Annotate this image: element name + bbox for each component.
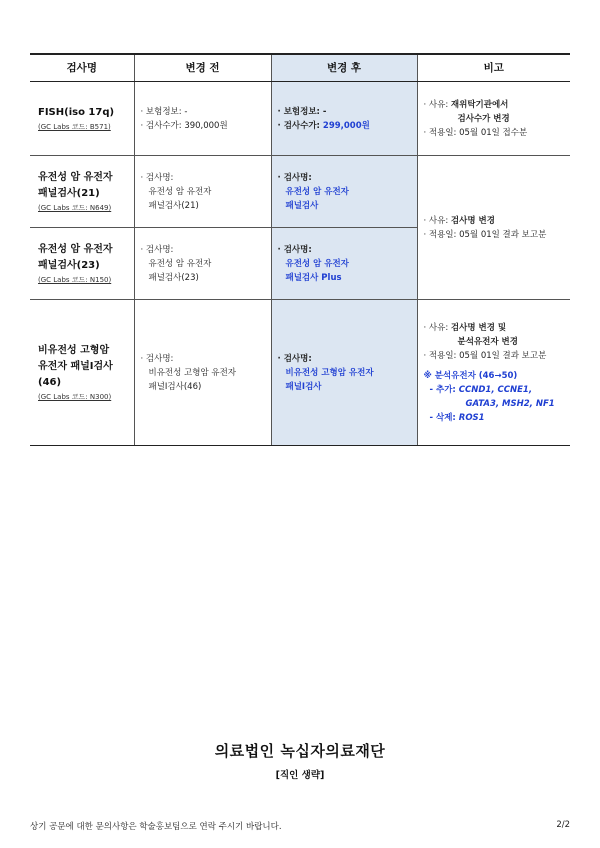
header-note: 비고 [417, 54, 570, 82]
note-reason-text: 재위탁기관에서 [450, 99, 509, 110]
after-name-line2: 패널Ⅰ검사 [285, 381, 322, 392]
cell-before [134, 156, 271, 228]
cell-test-name [30, 82, 134, 156]
test-name-line3: (46) [38, 376, 62, 388]
note-date: · 적용일: 05월 01일 결과 보고분 [423, 350, 547, 361]
test-code: (GC Labs 코드: N300) [38, 392, 112, 401]
after-name-line2: 패널검사 [285, 200, 319, 211]
test-name-line1: 비유전성 고형암 [38, 344, 110, 356]
after-label: · 검사명: [277, 353, 312, 364]
table-header-row [30, 54, 570, 82]
note-reason-text: 검사명 변경 [450, 215, 495, 226]
test-name-line2: 유전자 패널Ⅰ검사 [38, 360, 113, 372]
gene-add-list: CCND1, CCNE1, [458, 384, 533, 395]
header-test-name: 검사명 [30, 54, 134, 82]
before-name-line2: 패널검사(23) [148, 272, 199, 283]
note-reason [424, 214, 565, 228]
page-number: 2/2 [556, 820, 570, 830]
before-label: · 검사명: [140, 353, 174, 364]
cell-note [417, 300, 570, 446]
note-date: · 적용일: 05월 01일 접수분 [423, 127, 528, 138]
gene-delete-label: - 삭제: [429, 412, 459, 423]
after-label: · 검사명: [277, 244, 312, 255]
gene-add-label: - 추가: [429, 384, 459, 395]
cell-test-name [30, 228, 134, 300]
test-code: (GC Labs 코드: B571) [38, 122, 111, 131]
note-reason-label: · 사유: [423, 215, 451, 226]
header-before: 변경 전 [134, 54, 271, 82]
before-name-line1: 유전성 암 유전자 [148, 186, 212, 197]
cell-before [134, 300, 271, 446]
cell-after [271, 300, 417, 446]
cell-after [271, 82, 417, 156]
table-row-solid-tumor [30, 300, 570, 446]
test-code: (GC Labs 코드: N150) [38, 275, 112, 284]
note-reason-label: · 사유: [423, 322, 451, 333]
after-name-line2: 패널검사 Plus [285, 272, 342, 283]
before-name-line1: 유전성 암 유전자 [148, 258, 212, 269]
cell-after [271, 156, 417, 228]
cell-note-shared [417, 156, 570, 300]
cell-after [271, 228, 417, 300]
test-name-line2: 패널검사(23) [38, 259, 100, 271]
contact-notice: 상기 공문에 대한 문의사항은 학술홍보팀으로 연락 주시기 바랍니다. [30, 822, 282, 832]
before-fee: · 검사수가: 390,000원 [140, 120, 228, 131]
gene-change-heading: ※ 분석유전자 (46→50) [423, 370, 518, 381]
note-reason-label: · 사유: [423, 99, 451, 110]
table-row-fish [30, 82, 570, 156]
gene-delete-list: ROS1 [458, 412, 485, 423]
test-name-line1: 유전성 암 유전자 [38, 171, 113, 183]
after-name-line1: 유전성 암 유전자 [285, 258, 349, 269]
note-date: · 적용일: 05월 01일 결과 보고분 [423, 229, 547, 240]
cell-test-name [30, 300, 134, 446]
note-reason [424, 98, 565, 112]
after-label: · 검사명: [277, 172, 312, 183]
table-row-panel21 [30, 156, 570, 228]
before-name-line2: 패널Ⅰ검사(46) [148, 381, 202, 392]
cell-before [134, 228, 271, 300]
seal-omitted-note: [직인 생략] [275, 770, 325, 781]
note-reason-cont: 분석유전자 변경 [457, 336, 518, 347]
note-reason-text: 검사명 변경 및 [450, 322, 507, 333]
note-reason-cont: 검사수가 변경 [457, 113, 510, 124]
after-name-line1: 비유전성 고형암 유전자 [285, 367, 374, 378]
note-reason [424, 321, 565, 335]
test-name-line2: 패널검사(21) [38, 187, 100, 199]
gene-add-list-cont: GATA3, MSH2, NF1 [465, 398, 555, 409]
test-name: FISH(iso 17q) [38, 106, 115, 118]
before-insurance: · 보험정보: - [140, 106, 188, 117]
test-name-line1: 유전성 암 유전자 [38, 243, 113, 255]
cell-test-name [30, 156, 134, 228]
after-fee-label: · 검사수가: [277, 120, 323, 131]
before-name-line2: 패널검사(21) [148, 200, 199, 211]
before-label: · 검사명: [140, 244, 174, 255]
after-fee [278, 119, 411, 133]
before-name-line1: 비유전성 고형암 유전자 [148, 367, 237, 378]
gene-add-line [424, 383, 565, 397]
organization-name: 의료법인 녹십자의료재단 [214, 742, 386, 760]
after-fee-value: 299,000원 [322, 120, 370, 131]
cell-before [134, 82, 271, 156]
change-table [30, 53, 570, 446]
gene-delete-line [424, 411, 565, 425]
cell-note [417, 82, 570, 156]
test-code: (GC Labs 코드: N649) [38, 203, 112, 212]
after-name-line1: 유전성 암 유전자 [285, 186, 349, 197]
header-after: 변경 후 [271, 54, 417, 82]
after-insurance: · 보험정보: - [277, 106, 327, 117]
before-label: · 검사명: [140, 172, 174, 183]
